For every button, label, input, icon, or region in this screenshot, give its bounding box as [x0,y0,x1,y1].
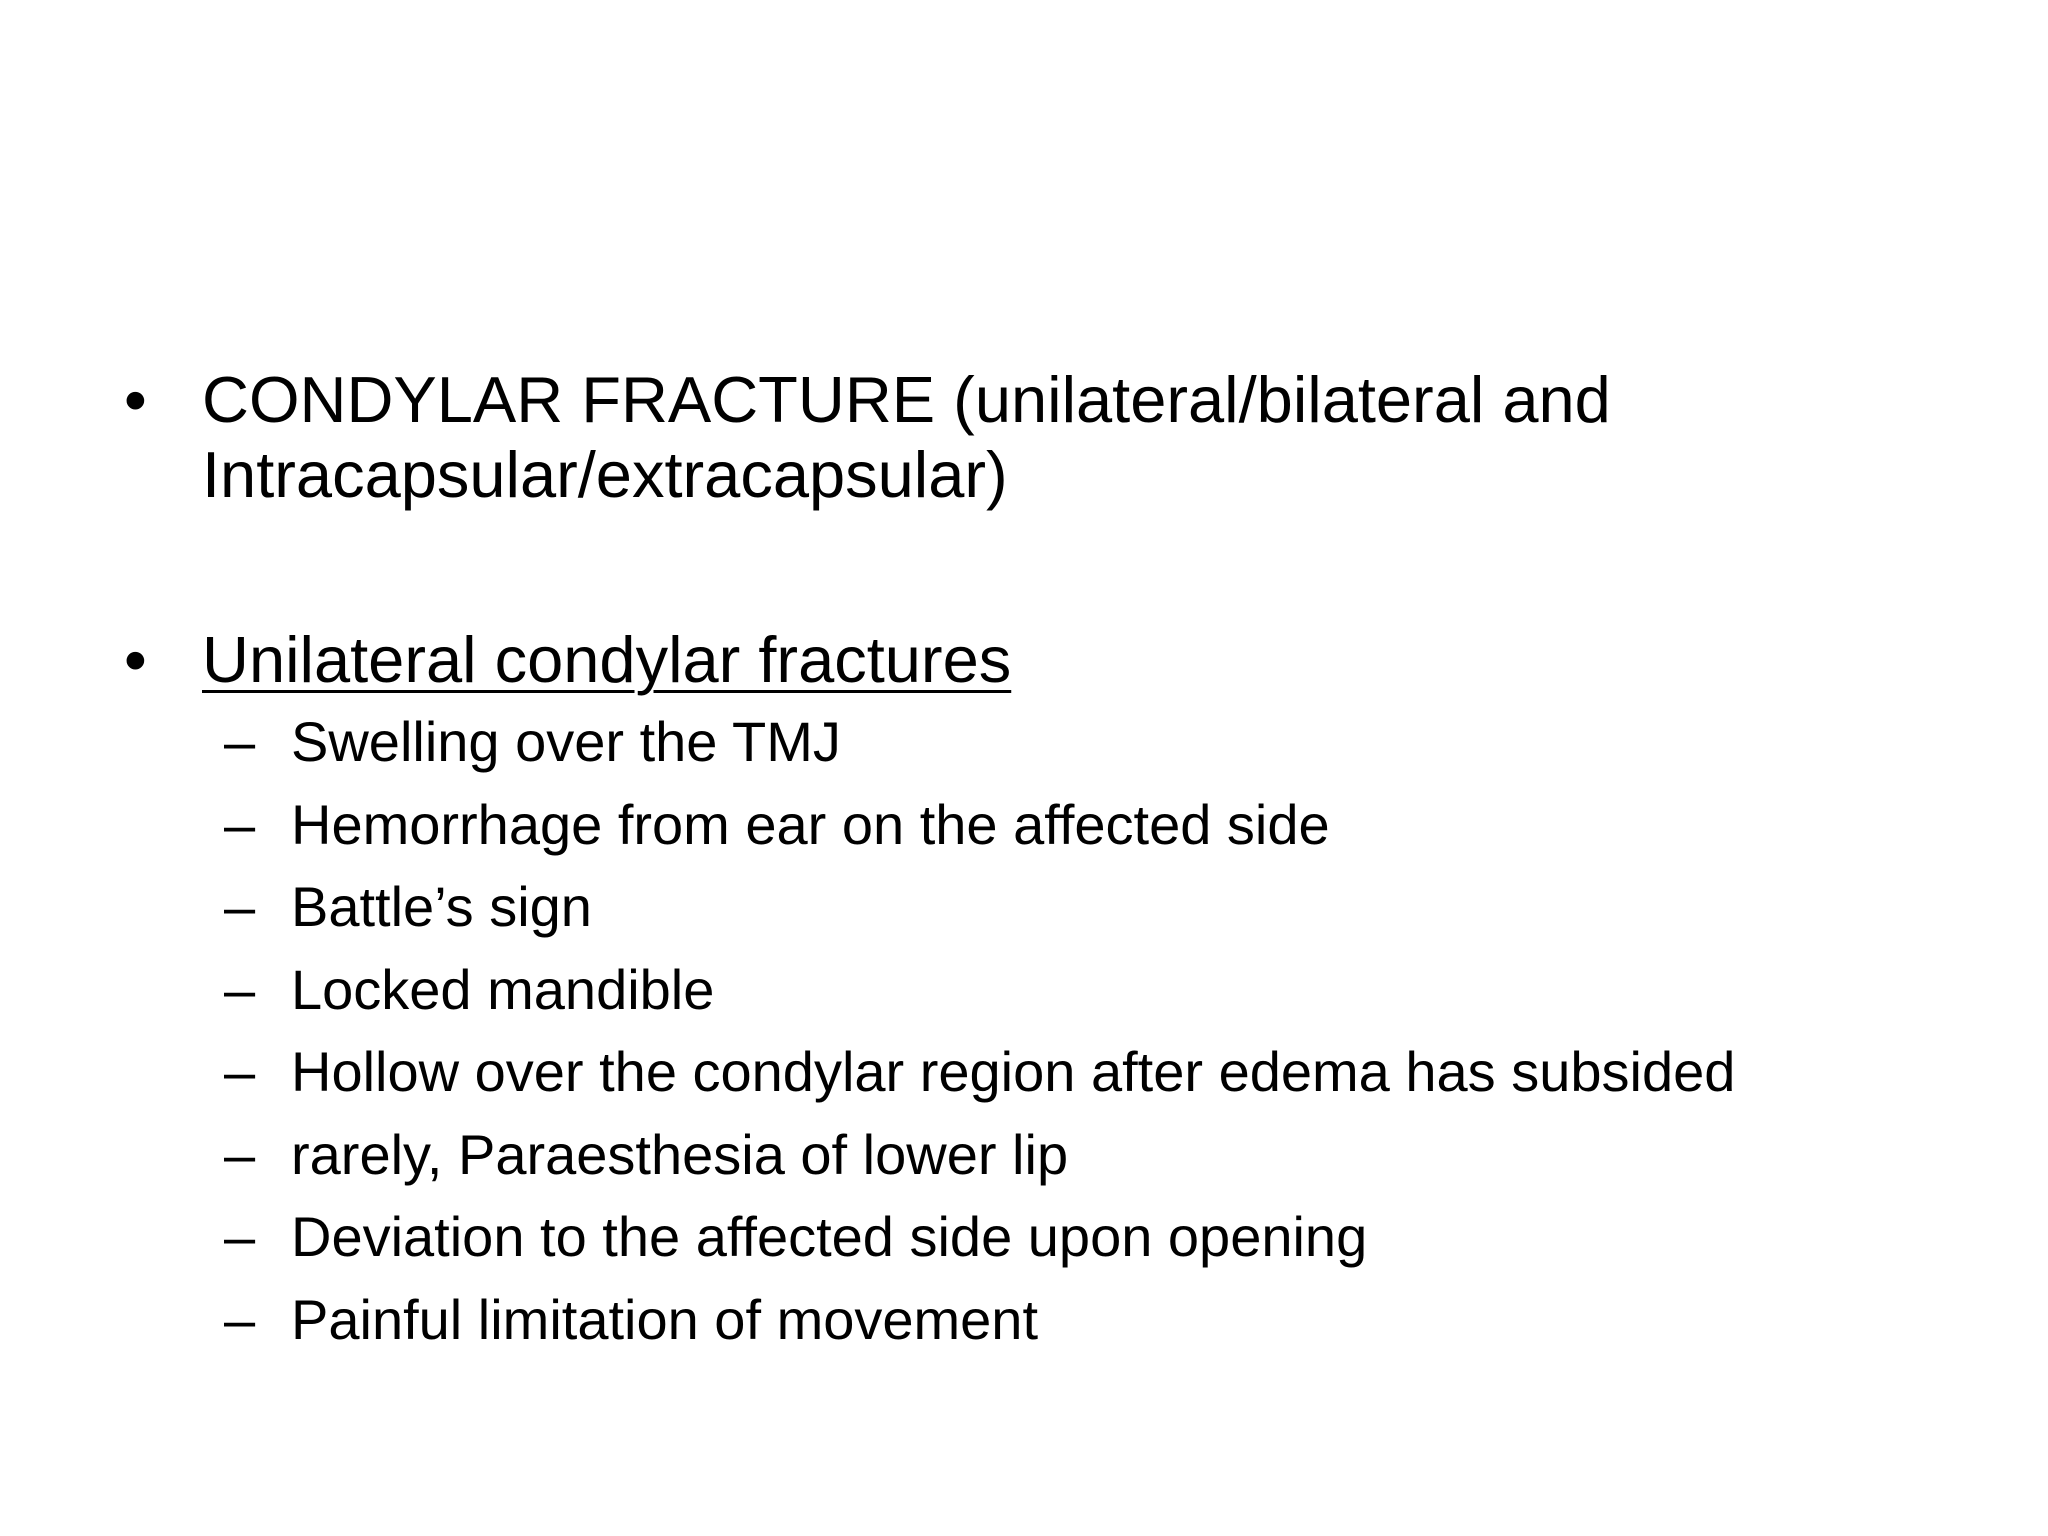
bullet-text: CONDYLAR FRACTURE (unilateral/bilateral and Intracapsular/extracapsular) [202,363,1611,511]
section-heading: Unilateral condylar fractures [202,623,1012,696]
slide-body [116,362,1956,1361]
list-item: – Hemorrhage from ear on the affected side [116,784,1956,867]
list-item: – Battle’s sign [116,866,1956,949]
list-item: – Locked mandible [116,949,1956,1032]
bullet-unilateral-heading [116,622,1956,697]
dash-icon: – [224,957,256,1021]
dash-icon: – [224,1040,256,1103]
bullet-dot-icon: • [124,363,147,436]
bullet-dot-icon: • [124,623,147,696]
dash-icon: – [224,1122,256,1186]
dash-icon: – [224,1287,256,1351]
list-item: – Deviation to the affected side upon opening [116,1196,1956,1279]
symptom-list [116,701,1956,1361]
dash-icon: – [224,710,256,773]
list-item: – Swelling over the TMJ [116,701,1956,784]
dash-icon: – [224,1205,256,1268]
dash-icon: – [224,792,256,856]
list-item: – Painful limitation of movement [116,1279,1956,1362]
bullet-condylar-fracture [116,362,1956,512]
list-item: – Hollow over the condylar region after edema has subsided [116,1031,1956,1114]
list-item: – rarely, Paraesthesia of lower lip [116,1114,1956,1197]
dash-icon: – [224,875,256,938]
